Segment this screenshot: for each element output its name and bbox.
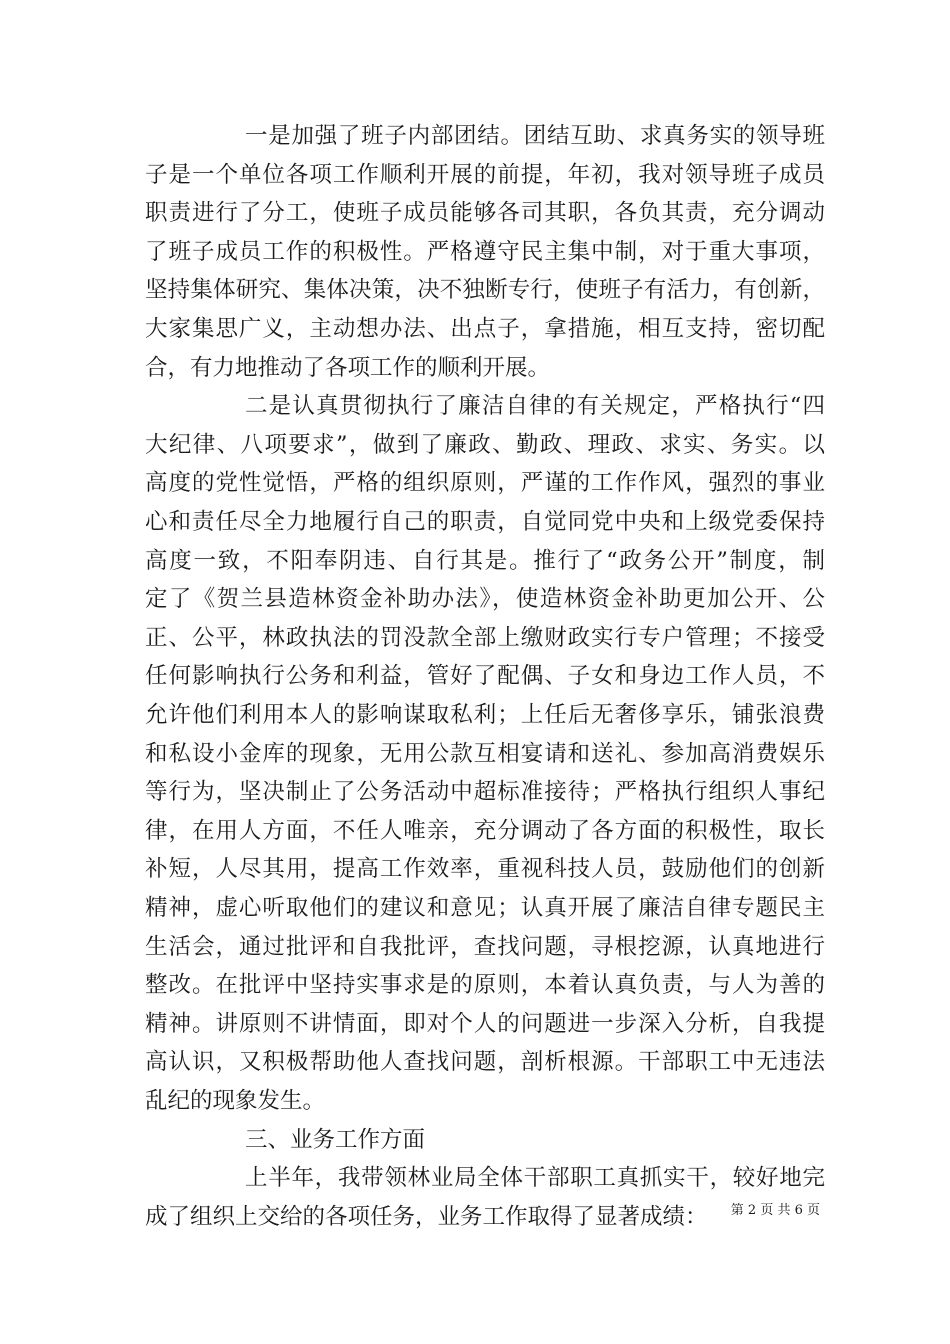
paragraph-2-line-14: 精神，虚心听取他们的建议和意见；认真开展了廉洁自律专题民主 — [145, 895, 825, 921]
paragraph-2-line-19: 乱纪的现象发生。 — [145, 1088, 326, 1114]
page-number: 第 2 页 共 6 页 — [730, 1203, 820, 1218]
paragraph-1-line-1: 一是加强了班子内部团结。团结互助、求真务实的领导班 — [245, 123, 825, 149]
paragraph-2-line-18: 高认识，又积极帮助他人查找问题，剖析根源。干部职工中无违法 — [145, 1049, 825, 1075]
paragraph-1-line-3: 职责进行了分工，使班子成员能够各司其职，各负其责，充分调动 — [145, 200, 825, 226]
paragraph-2-line-4: 心和责任尽全力地履行自己的职责，自觉同党中央和上级党委保持 — [145, 509, 825, 535]
paragraph-2-line-3: 高度的党性觉悟，严格的组织原则，严谨的工作作风，强烈的事业 — [145, 470, 825, 496]
paragraph-1-line-6: 大家集思广义，主动想办法、出点子，拿措施，相互支持，密切配 — [145, 316, 825, 342]
paragraph-1-line-4: 了班子成员工作的积极性。严格遵守民主集中制，对于重大事项， — [145, 239, 825, 265]
paragraph-2-line-17: 精神。讲原则不讲情面，即对个人的问题进一步深入分析，自我提 — [145, 1011, 825, 1037]
paragraph-2-line-11: 等行为，坚决制止了公务活动中超标准接待；严格执行组织人事纪 — [145, 779, 825, 805]
paragraph-2-line-8: 任何影响执行公务和利益，管好了配偶、子女和身边工作人员，不 — [145, 663, 825, 689]
paragraph-2-line-12: 律，在用人方面，不任人唯亲，充分调动了各方面的积极性，取长 — [145, 818, 825, 844]
paragraph-2-line-6: 定了《贺兰县造林资金补助办法》，使造林资金补助更加公开、公 — [145, 586, 825, 612]
paragraph-3-line-2: 成了组织上交给的各项任务，业务工作取得了显著成绩： — [145, 1204, 708, 1230]
paragraph-2-line-10: 和私设小金库的现象，无用公款互相宴请和送礼、参加高消费娱乐 — [145, 741, 825, 767]
paragraph-1-line-2: 子是一个单位各项工作顺利开展的前提，年初，我对领导班子成员 — [145, 162, 825, 188]
paragraph-2-line-2: 大纪律、八项要求”，做到了廉政、勤政、理政、求实、务实。以 — [145, 432, 825, 458]
paragraph-2-line-7: 正、公平，林政执法的罚没款全部上缴财政实行专户管理；不接受 — [145, 625, 825, 651]
paragraph-2-line-5: 高度一致，不阳奉阴违、自行其是。推行了“政务公开”制度，制 — [145, 548, 825, 574]
paragraph-2-line-13: 补短，人尽其用，提高工作效率，重视科技人员，鼓励他们的创新 — [145, 856, 825, 882]
paragraph-2-line-9: 允许他们利用本人的影响谋取私利；上任后无奢侈享乐，铺张浪费 — [145, 702, 825, 728]
section-heading: 三、业务工作方面 — [245, 1127, 426, 1153]
paragraph-1-line-7: 合，有力地推动了各项工作的顺利开展。 — [145, 355, 551, 381]
paragraph-1-line-5: 坚持集体研究、集体决策，决不独断专行，使班子有活力，有创新， — [145, 277, 825, 303]
paragraph-2-line-15: 生活会，通过批评和自我批评，查找问题，寻根挖源，认真地进行 — [145, 934, 825, 960]
paragraph-2-line-16: 整改。在批评中坚持实事求是的原则，本着认真负责，与人为善的 — [145, 972, 825, 998]
paragraph-3-line-1: 上半年，我带领林业局全体干部职工真抓实干，较好地完 — [245, 1165, 825, 1191]
paragraph-2-line-1: 二是认真贯彻执行了廉洁自律的有关规定，严格执行“四 — [245, 393, 825, 419]
